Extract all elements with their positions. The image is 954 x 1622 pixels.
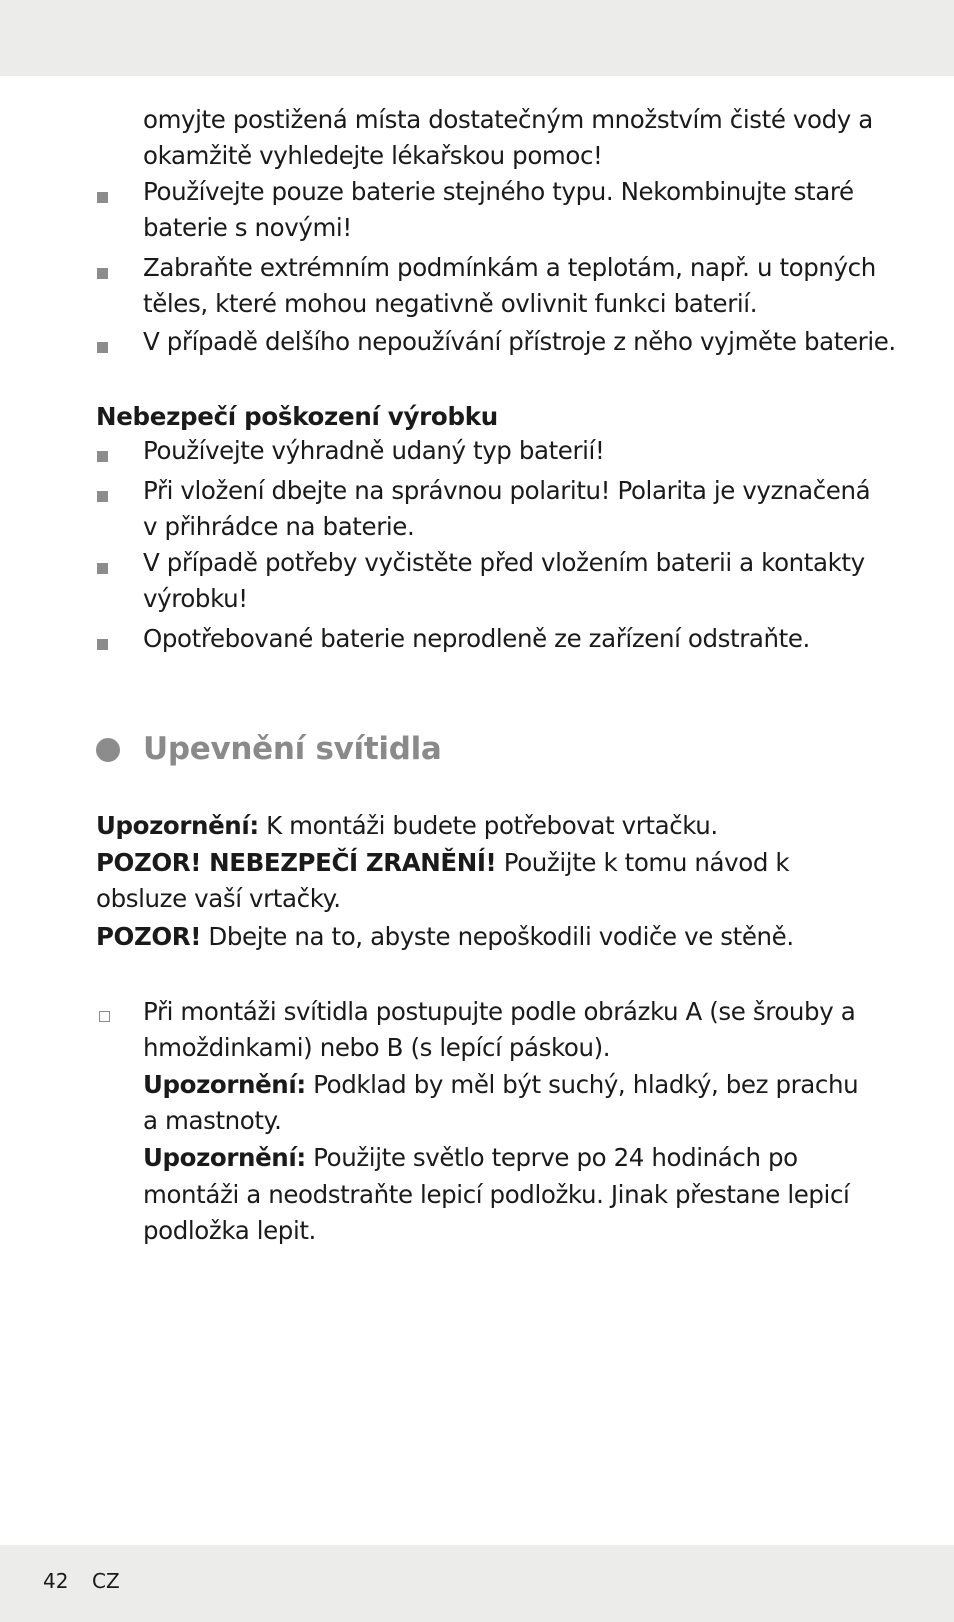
battery-item-line: Používejte pouze baterie stejného typu. Nekombinujte staré	[143, 177, 854, 206]
step-line: hmoždinkami) nebo B (s lepící páskou).	[143, 1033, 611, 1062]
bullet-icon	[97, 639, 108, 650]
step-line: Při montáži svítidla postupujte podle obrázku A (se šrouby a	[143, 997, 856, 1026]
warning-text: Dbejte na to, abyste nepoškodili vodiče ve stěně.	[201, 922, 794, 951]
bullet-icon	[97, 451, 108, 462]
step-note-line: a mastnoty.	[143, 1106, 282, 1135]
bullet-icon	[97, 268, 108, 279]
step-note-line	[143, 1140, 798, 1176]
note-text: Použijte světlo teprve po 24 hodinách po	[305, 1143, 798, 1172]
note-text: Podklad by měl být suchý, hladký, bez prachu	[305, 1070, 859, 1099]
bullet-icon	[97, 491, 108, 502]
damage-item-line: V případě potřeby vyčistěte před vložením baterii a kontakty	[143, 548, 865, 577]
language-code: CZ	[92, 1569, 120, 1593]
warning-line	[96, 919, 794, 955]
note-text: K montáži budete potřebovat vrtačku.	[258, 811, 718, 840]
note-label: Upozornění:	[143, 1070, 306, 1099]
step-checkbox-icon	[99, 1011, 110, 1022]
step-note-line	[143, 1067, 858, 1103]
step-note-line: montáži a neodstraňte lepicí podložku. Jinak přestane lepicí	[143, 1180, 850, 1209]
warning-label: POZOR! NEBEZPEČÍ ZRANĚNÍ!	[96, 848, 497, 877]
battery-item-line: V případě delšího nepoužívání přístroje z něho vyjměte baterie.	[143, 327, 896, 356]
battery-item-line: těles, které mohou negativně ovlivnit funkci baterií.	[143, 289, 758, 318]
continuation-line: omyjte postižená místa dostatečným množstvím čisté vody a	[143, 105, 873, 134]
footer-band	[0, 1545, 954, 1622]
damage-item-line: Používejte výhradně udaný typ baterií!	[143, 436, 605, 465]
warning-label: POZOR!	[96, 922, 202, 951]
damage-item-line: v přihrádce na baterie.	[143, 512, 415, 541]
top-margin-band	[0, 0, 954, 76]
battery-item-line: Zabraňte extrémním podmínkám a teplotám, např. u topných	[143, 253, 876, 282]
step-note-line: podložka lepit.	[143, 1216, 316, 1245]
bullet-icon	[97, 342, 108, 353]
warning-line	[96, 845, 789, 881]
damage-item-line: výrobku!	[143, 584, 248, 613]
section-dot-icon	[96, 738, 120, 762]
page-number: 42	[43, 1569, 69, 1593]
continuation-line: okamžitě vyhledejte lékařskou pomoc!	[143, 141, 603, 170]
damage-item-line: Opotřebované baterie neprodleně ze zařízení odstraňte.	[143, 624, 810, 653]
damage-heading: Nebezpečí poškození výrobku	[96, 402, 498, 431]
warning-text: Použijte k tomu návod k	[496, 848, 790, 877]
bullet-icon	[97, 563, 108, 574]
damage-item-line: Při vložení dbejte na správnou polaritu! Polarita je vyznačená	[143, 476, 871, 505]
note-label: Upozornění:	[143, 1143, 306, 1172]
note-label: Upozornění:	[96, 811, 259, 840]
battery-item-line: baterie s novými!	[143, 213, 352, 242]
bullet-icon	[97, 192, 108, 203]
note-line	[96, 808, 718, 844]
section-title: Upevnění svítidla	[143, 731, 442, 767]
warning-line: obsluze vaší vrtačky.	[96, 884, 341, 913]
